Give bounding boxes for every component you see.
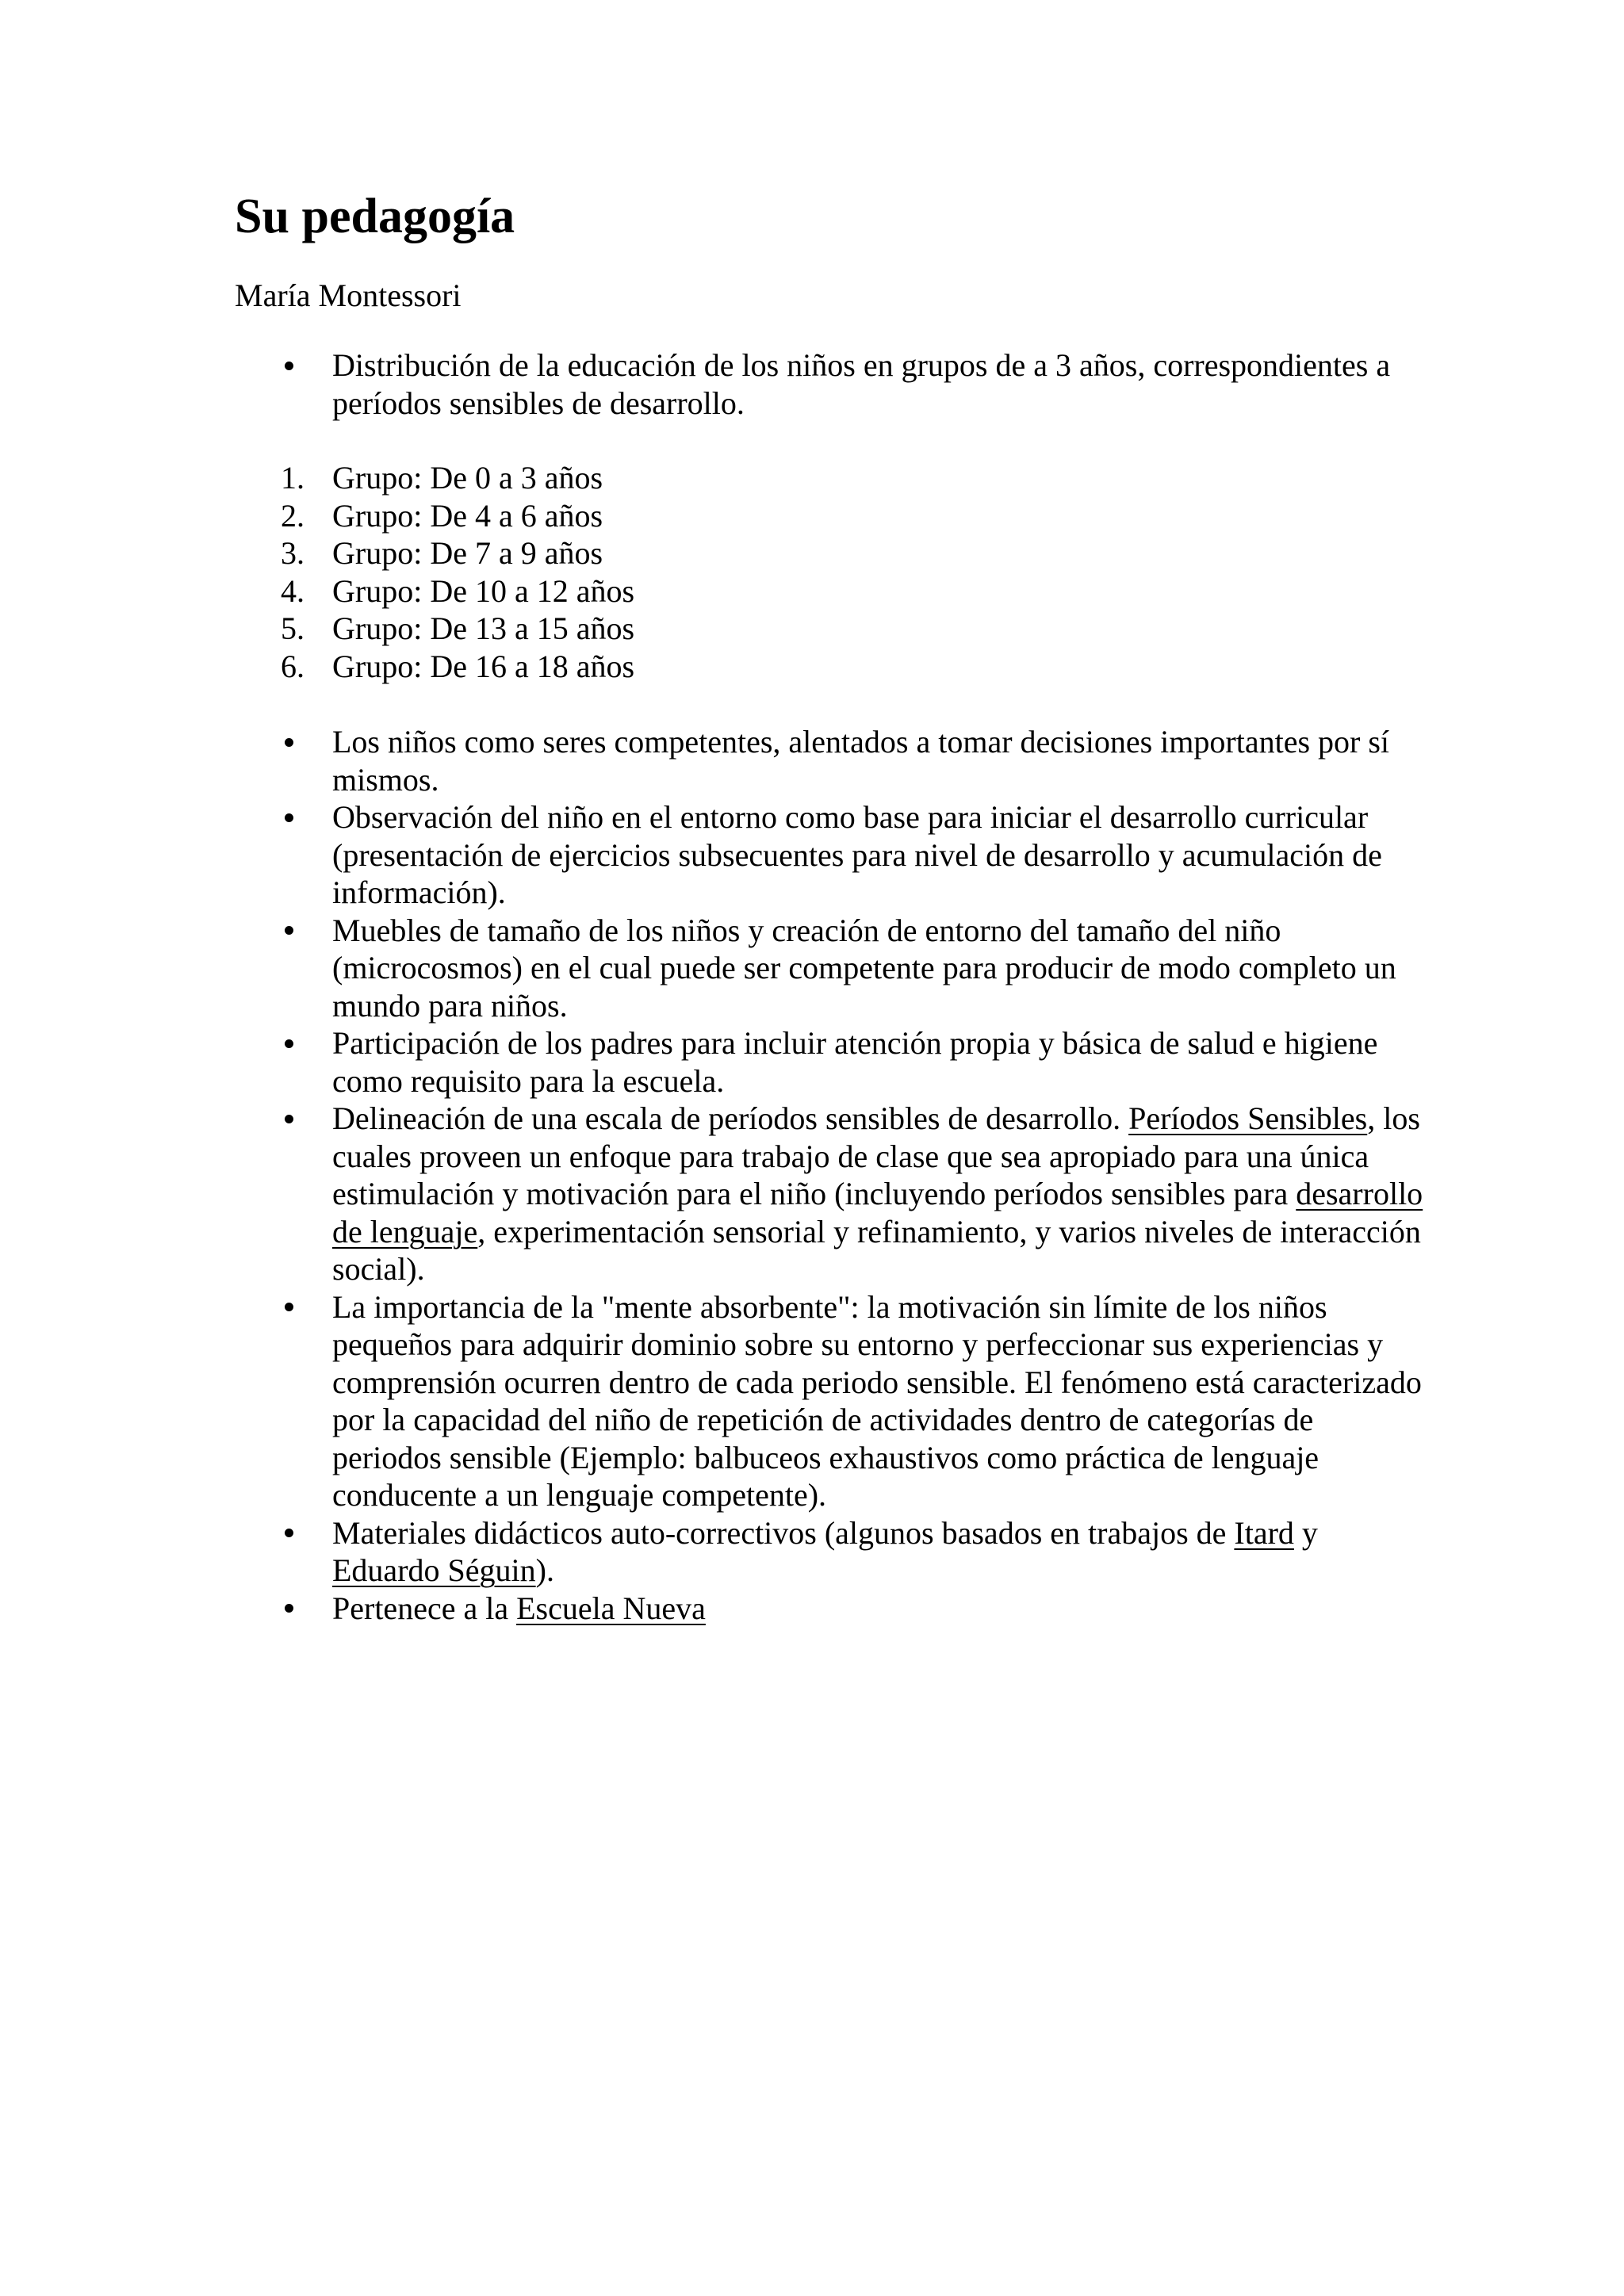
list-item-text: Grupo: De 10 a 12 años bbox=[332, 572, 635, 609]
groups-list bbox=[235, 459, 1424, 685]
bullet-icon bbox=[285, 1288, 316, 1326]
list-item bbox=[235, 572, 1424, 610]
list-item-text: Delineación de una escala de períodos sensibles de desarrollo. bbox=[332, 1100, 1129, 1137]
list-item bbox=[235, 798, 1424, 912]
list-item-text: Grupo: De 0 a 3 años bbox=[332, 460, 603, 496]
list-item bbox=[235, 1288, 1424, 1514]
list-item-text: Grupo: De 16 a 18 años bbox=[332, 648, 635, 684]
list-item bbox=[235, 1514, 1424, 1590]
bullet-icon bbox=[285, 1590, 316, 1628]
list-item-text: , los cuales proveen un enfoque para trabajo de clase que sea apropiado para una única estimulación y motivación para el niño (incluyendo períodos sensibles para bbox=[332, 1100, 1420, 1212]
list-item-text: Materiales didácticos auto-correctivos (algunos basados en trabajos de bbox=[332, 1514, 1235, 1551]
list-item-text: La importancia de la "mente absorbente": la motivación sin límite de los niños pequeños para adquirir dominio sobre su entorno y perfeccionar sus experiencias y comprensión ocurren dentro de cada periodo sensible. El fenómeno está caracterizado por la capacidad del niño de repetición de actividades dentro de categorías de periodos sensible (Ejemplo: balbuceos exhaustivos como práctica de lenguaje conducente a un lenguaje competente). bbox=[332, 1288, 1422, 1513]
list-number: 6. bbox=[281, 648, 304, 684]
list-item-text: ). bbox=[535, 1552, 554, 1589]
list-item-text: , experimentación sensorial y refinamiento, y varios niveles de interacción social). bbox=[332, 1213, 1421, 1288]
list-item-text: Grupo: De 13 a 15 años bbox=[332, 610, 635, 647]
bullet-icon bbox=[285, 723, 316, 761]
list-item-text: Grupo: De 7 a 9 años bbox=[332, 535, 603, 572]
bullet-icon bbox=[285, 1100, 316, 1138]
link-itard[interactable]: Itard bbox=[1234, 1514, 1294, 1551]
list-item-text: Pertenece a la bbox=[332, 1590, 517, 1626]
link-periodos-sensibles[interactable]: Períodos Sensibles bbox=[1128, 1100, 1368, 1137]
list-item-text: Distribución de la educación de los niños en grupos de a 3 años, correspondientes a períodos sensibles de desarrollo. bbox=[332, 347, 1391, 421]
list-item-text: Participación de los padres para incluir atención propia y básica de salud e higiene como requisito para la escuela. bbox=[332, 1025, 1378, 1099]
list-item bbox=[235, 1590, 1424, 1628]
features-bullet-list bbox=[235, 723, 1424, 1627]
list-number: 2. bbox=[281, 497, 304, 534]
list-item bbox=[235, 346, 1424, 422]
link-escuela-nueva[interactable]: Escuela Nueva bbox=[516, 1590, 706, 1626]
link-desarrollo-de-lenguaje[interactable]: desarrollo de lenguaje bbox=[332, 1176, 1423, 1249]
list-item bbox=[235, 534, 1424, 572]
author-name: María Montessori bbox=[235, 277, 462, 314]
bullet-icon bbox=[285, 798, 316, 836]
list-item bbox=[235, 459, 1424, 497]
list-item-text: Muebles de tamaño de los niños y creación de entorno del tamaño del niño (microcosmos) en el cual puede ser competente para producir de modo completo un mundo para niños. bbox=[332, 912, 1396, 1024]
list-item-text: Observación del niño en el entorno como base para iniciar el desarrollo curricular (presentación de ejercicios subsecuentes para nivel de desarrollo y acumulación de información). bbox=[332, 799, 1382, 911]
intro-bullet-list bbox=[235, 346, 1424, 422]
list-number: 4. bbox=[281, 572, 304, 609]
list-number: 1. bbox=[281, 460, 304, 496]
list-item-text: Los niños como seres competentes, alentados a tomar decisiones importantes por sí mismos. bbox=[332, 724, 1390, 798]
list-number: 5. bbox=[281, 610, 304, 647]
list-item bbox=[235, 648, 1424, 686]
list-item bbox=[235, 912, 1424, 1025]
document-page bbox=[235, 189, 1424, 1627]
list-item-text: Grupo: De 4 a 6 años bbox=[332, 497, 603, 534]
bullet-icon bbox=[285, 346, 316, 385]
list-item bbox=[235, 497, 1424, 535]
bullet-icon bbox=[285, 1514, 316, 1552]
list-item bbox=[235, 1100, 1424, 1288]
list-item bbox=[235, 723, 1424, 798]
bullet-icon bbox=[285, 1024, 316, 1062]
list-item bbox=[235, 1024, 1424, 1100]
list-item bbox=[235, 610, 1424, 648]
list-item-text: y bbox=[1293, 1514, 1318, 1551]
page-title: Su pedagogía bbox=[235, 189, 515, 243]
link-eduardo-seguin[interactable]: Eduardo Séguin bbox=[332, 1552, 536, 1589]
list-number: 3. bbox=[281, 535, 304, 572]
bullet-icon bbox=[285, 912, 316, 950]
